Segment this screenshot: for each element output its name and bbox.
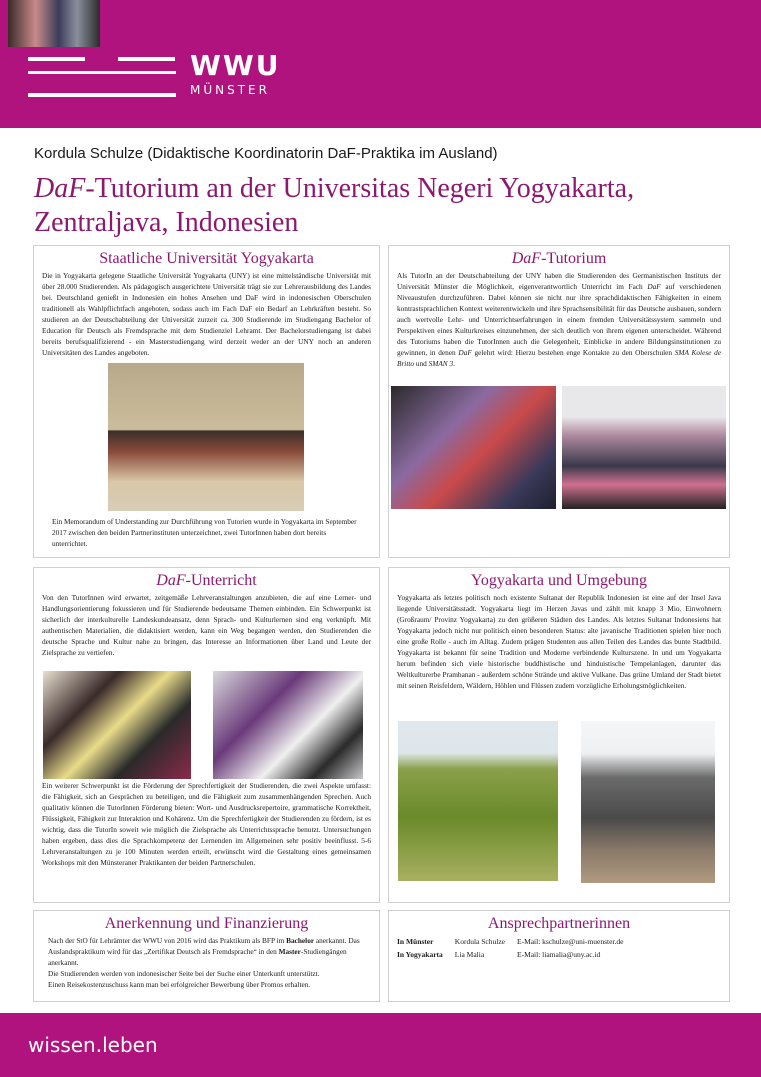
group-photo (8, 0, 100, 47)
section-yogyakarta (388, 567, 730, 903)
section-heading: DaF-Tutorium (511, 250, 607, 267)
section-text: Nach der StO für Lehrämter der WWU von 2016 wird das Praktikum als BFP im Bachelor anerkannt. Das Auslandspraktikum wird für das „Zertifikat Deutsch als Fremdsprache“ in den Master-Studiengängen anerkannt. Die Studierenden werden von indonesischer Seite bei der Suche einer Unterkunft unterstützt. Einen Reisekostenzuschuss kann man bei erfolgreicher Bewerbung über Promos erhalten. (48, 936, 360, 989)
mou-photo (108, 363, 304, 511)
section-text: Von den TutorInnen wird erwartet, zeitgemäße Lehrveranstaltungen anzubieten, die auf eine Lerner- und Handlungsorientierung fokussieren und für Studierende bedeutsame Themen einbinden. Ein Schwerpunkt ist sicherlich der interkulturelle Landeskundeansatz, denn Sprach- und Kulturlernen sind eng verknüpft. Mit authentischen Materialien, die didaktisiert werden, kann ein Weg begangen werden, den Studierenden die deutsche Sprache und Kultur nahe zu bringen, das Interesse an Informationen über Land und Leute der Zielsprache zu vertiefen. (42, 593, 371, 657)
section-tutorium (388, 245, 730, 558)
section-text: Als TutorIn an der Deutschabteilung der UNY haben die Studierenden des Germanistischen Instituts der Universität Münster die Möglichkeit, eigenverantwortlich Unterricht im Fach DaF auf verschiedenen Niveaustufen durchzuführen. Dabei können sie nicht nur ihre sprachdidaktischen Fähigkeiten in einem kontrastsprachlichen Kontext weiterentwickeln und ihre Sprachsensibilität für das Deutsche ausbauen, sondern auch wertvolle Lehr- und Unterrichtserfahrungen in einem fremden Universitätssystem sammeln und Perspektiven eines Kulturkreises einzunehmen, der sich deutlich von ihrem eigenen unterscheidet. Während des Tutoriums haben die TutorInnen auch die Gelegenheit, Einblicke in andere Bildungsinstitutionen zu gewinnen, in denen DaF gelehrt wird: Hierzu bestehen enge Kontakte zu den Oberschulen SMA Kolese de Britto und SMAN 3. (397, 271, 722, 368)
wwu-logo (190, 49, 281, 97)
footer-slogan: wissen.leben (28, 1033, 158, 1057)
email-link[interactable]: E-Mail: liamalia@uny.ac.id (516, 950, 601, 959)
rice-field-photo (398, 721, 558, 881)
logo-sub: MÜNSTER (190, 83, 270, 97)
section-unterricht (33, 567, 380, 903)
author-line: Kordula Schulze (Didaktische Koordinatorin DaF-Praktika im Ausland) (34, 145, 498, 162)
page-title: DaF-Tutorium an der Universitas Negeri Yogyakarta, Zentraljava, Indonesien (34, 173, 635, 238)
students-activity-photo (213, 671, 363, 779)
section-text: Die in Yogyakarta gelegene Staatliche Universität Yogyakarta (UNY) ist eine mittelständische Universität mit über 28.000 Studierenden. Als pädagogisch ausgerichtete Universität trägt sie zur Lehrerausbildung des Landes bei. Deutschland genießt in Indonesien ein hohes Ansehen und DaF wird in indonesischen Oberschulen traditionell als Wahlpflichtfach angeboten, sodass auch im Fach DaF ein Bedarf an Lehrkräften besteht. So studieren an der Deutschabteilung der Universität zurzeit ca. 300 Studierende im Studiengang Bachelor of Education für Deutsch als Fremdsprache mit dem Studienziel Lehramt. Der Bachelorstudiengang ist dabei bereits berufsqualifizierend - ein Masterstudiengang wird derzeit weder an der UNY noch an anderen Universitäten des Landes angeboten. (42, 271, 371, 357)
footer-banner (0, 1013, 761, 1077)
classroom-photo (391, 386, 556, 509)
email-link[interactable]: E-Mail: kschulze@uni-muenster.de (516, 937, 624, 946)
contact-row: In Münster Kordula Schulze E-Mail: kschulze@uni-muenster.de (397, 935, 635, 948)
group-class-photo (562, 386, 726, 509)
section-anerkennung (33, 910, 380, 1002)
section-kontakt (388, 910, 730, 1002)
section-heading: DaF-Unterricht (156, 572, 257, 589)
section-text: Ein weiterer Schwerpunkt ist die Förderung der Sprechfertigkeit der Studierenden, die zwei Aspekte umfasst: die Fähigkeit, sich an Gesprächen zu beteiligen, und die Fähigkeit zum zusammenhängenden Sprechen. Auch qualitativ können die TutorInnen Förderung bieten: Wort- und Ausdrucksrepertoire, grammatische Korrektheit, Flüssigkeit, Fähigkeit zur Interaktion und Kohärenz. Um die Sprechfertigkeit der Studierenden zu fördern, ist es wichtig, dass die TutorIn soweit wie möglich die Zielsprache als Unterrichtssprache benutzt. Untersuchungen haben ergeben, dass dies die Sprachkompetenz der Lernenden im Allgemeinen sehr positiv beeinflusst. 5-6 Lehrveranstaltungen zu je 100 Minuten werden erteilt, erwünscht wird die Gestaltung eines gemeinsamen Workshops mit den Münsteraner Praktikanten der beiden Partnerschulen. (42, 781, 371, 867)
section-heading: Anerkennung und Finanzierung (104, 915, 309, 932)
section-heading: Ansprechpartnerinnen (487, 915, 631, 932)
contact-table (397, 935, 635, 961)
section-uny (33, 245, 380, 558)
prambanan-photo (581, 721, 715, 883)
photo-caption: Ein Memorandum of Understanding zur Durchführung von Tutorien wurde in Yogyakarta im September 2017 zwischen den beiden Partnerinstituten unterzeichnet, zwei TutorInnen haben dort bereits unterrichtet. (52, 517, 357, 548)
section-heading: Staatliche Universität Yogyakarta (99, 250, 314, 267)
logo-main: WWU (190, 49, 281, 82)
section-text: Yogyakarta als letztes politisch noch existente Sultanat der Republik Indonesien ist eine auf der Insel Java liegende Universitätsstadt. Yogyakarta liegt im Herzen Javas und zählt mit knapp 3 Mio. Einwohnern (Großraum/ Provinz Yogyakarta) zu den größeren Städten des Landes. Als letztes Sultanat Indonesiens hat Yogyakarta jedoch nicht nur politisch einen besonderen Status: alte javanische Traditionen spielen hier noch eine große Rolle - auch im Alltag. Zudem prägen Studenten aus allen Teilen des Landes das bunte Stadtbild. Yogyakarta ist bekannt für seine Tradition und Moderne verbindende Kulturszene. In und um Yogyakarta herum befinden sich viele historische buddhistische und hinduistische Tempelanlagen, darunter das Weltkulturerbe Prambanan - außerdem schöne Strände und aktive Vulkane. Das grüne Umland der Stadt bietet mit seinen Reisfeldern, Wäldern, Höhlen und Flüssen zudem vorzügliche Erholungsmöglichkeiten. (397, 593, 721, 690)
contact-row: In Yogyakarta Lia Malia E-Mail: liamalia@uny.ac.id (397, 948, 635, 961)
students-photo (43, 671, 191, 779)
section-heading: Yogyakarta und Umgebung (470, 572, 648, 589)
header-banner (0, 0, 761, 128)
